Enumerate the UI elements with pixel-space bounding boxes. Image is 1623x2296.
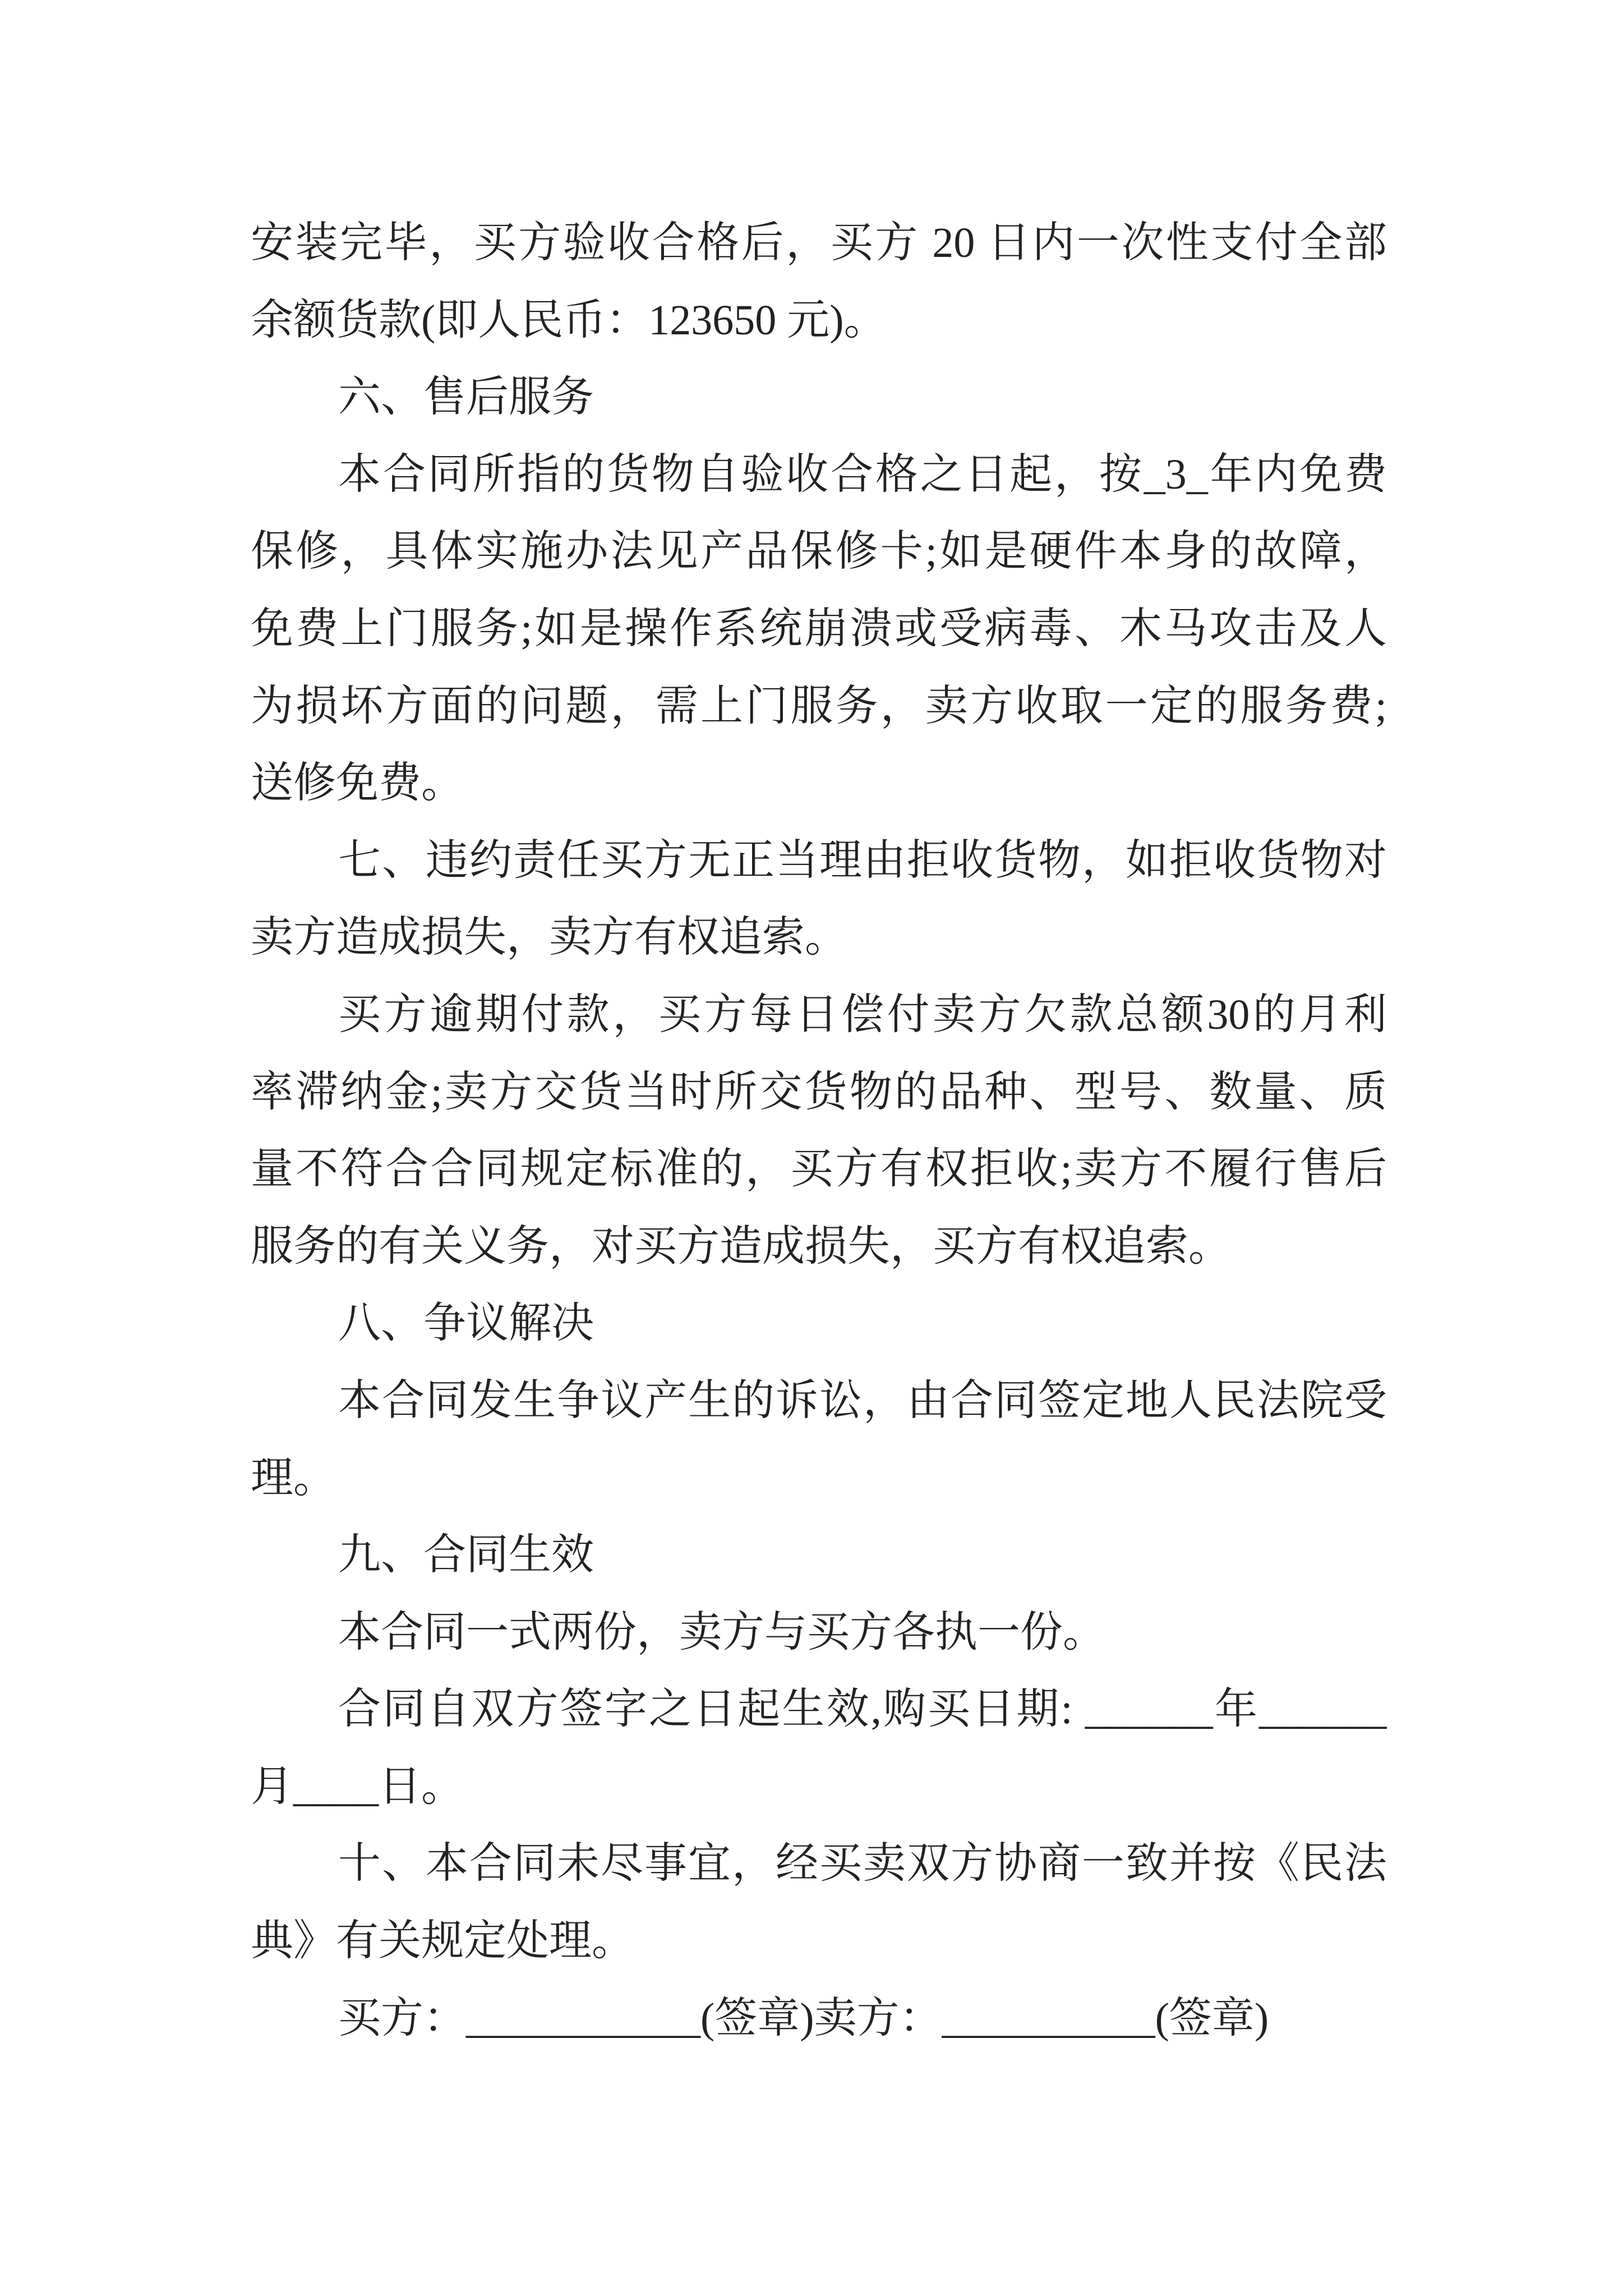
text-line: 服务的有关义务，对买方造成损失，买方有权追索。 (251, 1222, 1231, 1270)
text-line: 十、本合同未尽事宜，经买卖双方协商一致并按《民法 (338, 1840, 1387, 1888)
text-line: 免费上门服务;如是操作系统崩溃或受病毒、木马攻击及人 (251, 605, 1387, 652)
payment-clause-continuation (251, 205, 1387, 359)
breach-liability-clause (251, 822, 1387, 977)
text-line: 保修，具体实施办法见产品保修卡;如是硬件本身的故障， (251, 528, 1387, 576)
signature-text: 买方：___________(签章)卖方：__________(签章) (338, 1994, 1269, 2042)
text-line: 送修免费。 (251, 760, 464, 807)
text-line: 卖方造成损失，卖方有权追索。 (251, 914, 847, 961)
after-sales-service-clause (251, 436, 1387, 822)
text-line: 为损坏方面的问题，需上门服务，卖方收取一定的服务费; (251, 682, 1387, 730)
text-line: 合同自双方签字之日起生效,购买日期: ______年______ (338, 1686, 1387, 1733)
section-heading: 八、争议解决 (338, 1300, 594, 1347)
effective-date-clause (251, 1671, 1387, 1825)
late-payment-clause (251, 977, 1387, 1285)
section-heading-after-sales-service (251, 359, 1387, 436)
section-heading-dispute-resolution (251, 1285, 1387, 1363)
section-heading-contract-effect (251, 1517, 1387, 1594)
contract-page (251, 205, 1387, 2057)
dispute-resolution-clause (251, 1363, 1387, 1517)
contract-copies-clause (251, 1594, 1387, 1672)
unresolved-matters-clause (251, 1825, 1387, 1980)
section-heading: 六、售后服务 (338, 374, 594, 421)
text-line: 安装完毕，买方验收合格后，买方 20 日内一次性支付全部 (251, 219, 1387, 266)
text-line: 月____日。 (251, 1763, 464, 1810)
text-line: 本合同所指的货物自验收合格之日起，按_3_年内免费 (338, 450, 1387, 498)
text-line: 量不符合合同规定标准的，买方有权拒收;卖方不履行售后 (251, 1145, 1387, 1193)
text-line: 典》有关规定处理。 (251, 1917, 634, 1965)
text-line: 本合同一式两份，卖方与买方各执一份。 (338, 1608, 1105, 1656)
section-heading: 九、合同生效 (338, 1531, 594, 1579)
text-line: 率滞纳金;卖方交货当时所交货物的品种、型号、数量、质 (251, 1068, 1387, 1116)
signature-line (251, 1980, 1387, 2058)
text-line: 余额货款(即人民币：123650 元)。 (251, 296, 887, 344)
text-line: 买方逾期付款，买方每日偿付卖方欠款总额30的月利 (338, 991, 1387, 1038)
text-line: 本合同发生争议产生的诉讼，由合同签定地人民法院受 (338, 1377, 1387, 1424)
text-line: 理。 (251, 1454, 336, 1502)
text-line: 七、违约责任买方无正当理由拒收货物，如拒收货物对 (338, 836, 1387, 884)
